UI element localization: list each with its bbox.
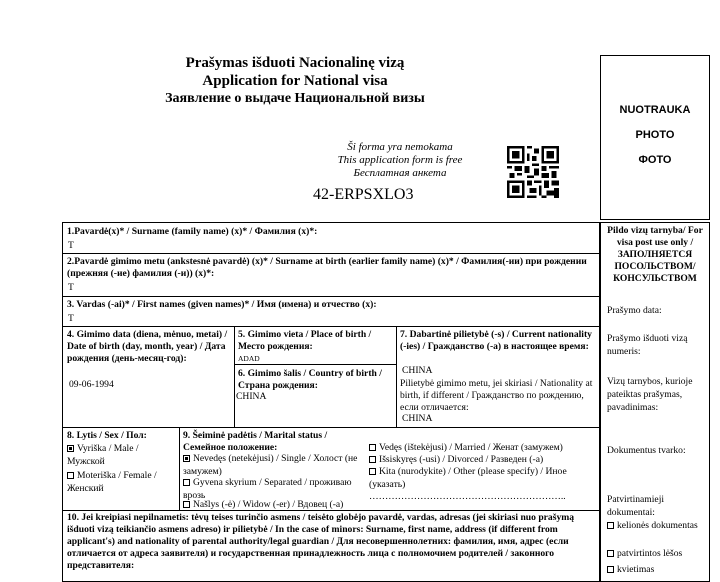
nationality-at-birth-value[interactable]: CHINA [402, 413, 433, 424]
marital-option-single[interactable] [183, 452, 363, 478]
country-of-birth-value[interactable]: CHINA [236, 391, 267, 402]
doc-funds-checkbox[interactable] [607, 550, 614, 557]
title-english: Application for National visa [202, 73, 388, 89]
first-names-label: 3. Vardas (-ai)* / First names (given names)* / Имя (имена) и отчество (x): [67, 299, 377, 310]
doc-funds-label: patvirtintos lėšos [617, 548, 683, 559]
application-date-label: Prašymo data: [607, 305, 662, 316]
sex-male-checkbox[interactable] [67, 445, 74, 452]
marital-separated-label: Gyvena skyrium / Separated / проживаю врозь [183, 477, 352, 501]
photo-box [600, 55, 710, 220]
registration-number: 42-ERPSXLO3 [313, 186, 414, 203]
marital-divorced-checkbox[interactable] [369, 456, 376, 463]
marital-single-checkbox[interactable] [183, 455, 190, 462]
marital-married-label: Vedęs (ištekėjusi) / Married / Женат (замужем) [379, 442, 563, 453]
surname-at-birth-label: 2.Pavardė gimimo metu (ankstesnė pavardė) (x)* / Surname at birth (earlier family name) (x)* / Фамилия(-ии) при рождении (прежняя (-ие) фамилия (-и)) (x)*: [67, 256, 587, 279]
date-of-birth-label: 4. Gimimo data (diena, mėnuo, metai) / Date of birth (day, month, year) / Дата рождения (день-месяц-год): [67, 329, 228, 364]
free-note-ru: Бесплатная анкета [353, 167, 447, 179]
nationality-value[interactable]: CHINA [402, 365, 433, 376]
nationality-label: 7. Dabartinė pilietybė (-s) / Current nationality (-ies) / Гражданство (-а) в настоящее время: [400, 329, 592, 352]
visa-post-column [600, 222, 710, 582]
marital-other-label: Kita (nurodykite) / Other (please specify) / Иное (указать) [369, 466, 567, 490]
visa-service-label: Vizų tarnybos, kurioje pateiktas prašymas, pavadinimas: [607, 376, 693, 413]
first-names-value[interactable]: T [68, 313, 74, 324]
free-note-en: This application form is free [337, 154, 463, 166]
marital-other-specify-line[interactable]: …………………………………………………….. [369, 491, 566, 502]
place-of-birth-value[interactable]: ADAD [238, 354, 260, 363]
marital-widow-checkbox[interactable] [183, 501, 190, 508]
marital-single-label: Nevedęs (netekėjusi) / Single / Холост (не замужем) [183, 453, 358, 477]
marital-other-checkbox[interactable] [369, 468, 376, 475]
marital-widow-label: Našlys (-ė) / Widow (-er) / Вдовец (-а) [193, 499, 344, 510]
marital-status-label: 9. Šeiminė padėtis / Marital status / Семейное положение: [183, 430, 328, 453]
marital-separated-checkbox[interactable] [183, 479, 190, 486]
place-of-birth-label: 5. Gimimo vieta / Place of birth / Место рождения: [238, 329, 372, 352]
doc-travel-option[interactable] [607, 519, 707, 532]
nationality-at-birth-label: Pilietybė gimimo metu, jei skiriasi / Nationality at birth, if different / Гражданство по рождению, если отличается: [400, 378, 593, 413]
application-number-label: Prašymo išduoti vizą numeris: [607, 333, 688, 357]
marital-option-widow[interactable] [183, 498, 383, 511]
surname-value[interactable]: T [68, 240, 74, 251]
doc-funds-option[interactable] [607, 547, 707, 560]
marital-option-other[interactable] [369, 465, 591, 491]
doc-invitation-label: kvietimas [617, 564, 655, 575]
sex-male-label: Vyriška / Male / Мужской [67, 443, 139, 467]
free-note-lt: Ši forma yra nemokama [347, 141, 453, 153]
marital-divorced-label: Išsiskyręs (-usi) / Divorced / Разведен (-а) [379, 454, 544, 465]
photo-label-ru: ФОТО [638, 154, 672, 166]
sex-option-female[interactable] [67, 469, 177, 495]
surname-label: 1.Pavardė(x)* / Surname (family name) (x)* / Фамилия (x)*: [67, 226, 318, 237]
marital-married-checkbox[interactable] [369, 444, 376, 451]
doc-travel-label: kelionės dokumentas [617, 520, 698, 531]
sex-female-label: Moteriška / Female / Женский [67, 470, 157, 494]
sex-option-male[interactable] [67, 442, 177, 468]
qr-code-icon [507, 146, 559, 198]
photo-label-en: PHOTO [635, 129, 675, 141]
date-of-birth-value[interactable]: 09-06-1994 [69, 379, 114, 390]
country-of-birth-label: 6. Gimimo šalis / Country of birth / Страна рождения: [238, 368, 382, 391]
minor-guardian-label: 10. Jei kreipiasi nepilnametis: tėvų teises turinčio asmens / teisėto globėjo pavardė, vardas, adresas (jei skiriasi nuo prašymą išduoti vizą teikiančio asmens adreso) ir pilietybė / In the case of minors: Surname, first name, address (if different from applicant's) and nationality of parental authority/legal guardian / Для несовершеннолетних: фамилия, имя, адрес (если отличается от адреса заявителя) и государственная принадлежность лица с полномочием родителей / законного представителя: [67, 512, 575, 571]
title-russian: Заявление о выдаче Национальной визы [165, 91, 425, 106]
surname-at-birth-value[interactable]: T [68, 282, 74, 293]
application-form [62, 222, 600, 582]
title-lithuanian: Prašymas išduoti Nacionalinę vizą [185, 55, 405, 71]
doc-invitation-option[interactable] [607, 563, 707, 576]
doc-invitation-checkbox[interactable] [607, 566, 614, 573]
sex-label: 8. Lytis / Sex / Пол: [67, 430, 147, 441]
supporting-documents-label: Patvirtinamieji dokumentai: [607, 494, 665, 518]
documents-handled-label: Dokumentus tvarko: [607, 445, 686, 456]
doc-travel-checkbox[interactable] [607, 522, 614, 529]
visa-post-header: Pildo vizų tarnyba/ For visa post use only / ЗАПОЛНЯЕТСЯ ПОСОЛЬСТВОМ/ КОНСУЛЬСТВОМ [607, 225, 703, 284]
sex-female-checkbox[interactable] [67, 472, 74, 479]
photo-label-lt: NUOTRAUKA [619, 104, 691, 116]
